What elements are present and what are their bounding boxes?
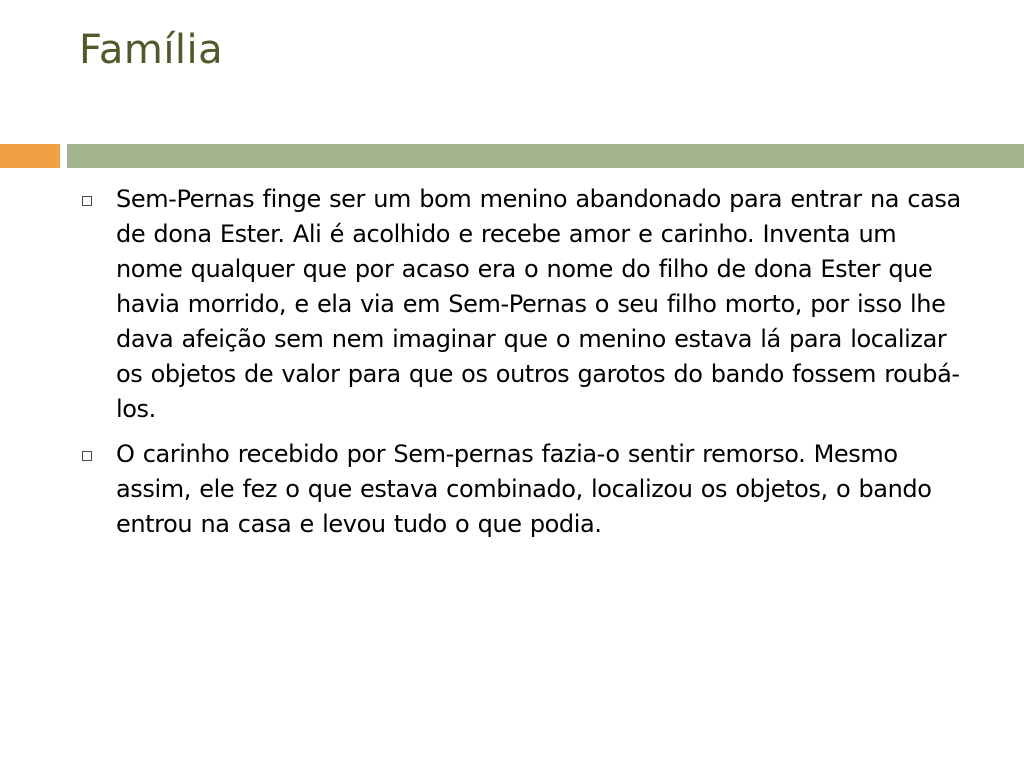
bullet-item [80, 437, 970, 542]
slide-title: Família [79, 27, 224, 73]
divider-accent-orange [0, 144, 60, 168]
bullet-text: O carinho recebido por Sem-pernas fazia-o sentir remorso. Mesmo assim, ele fez o que estava combinado, localizou os objetos, o bando entrou na casa e levou tudo o que podia. [116, 440, 932, 538]
bullet-text: Sem-Pernas finge ser um bom menino abandonado para entrar na casa de dona Ester. Ali é acolhido e recebe amor e carinho. Inventa um nome qualquer que por acaso era o nome do filho de dona Ester que havia morrido, e ela via em Sem-Pernas o seu filho morto, por isso lhe dava afeição sem nem imaginar que o menino estava lá para localizar os objetos de valor para que os outros garotos do bando fossem roubá-los. [116, 185, 961, 423]
divider-accent-green [67, 144, 1024, 168]
bullet-item [80, 182, 970, 427]
hollow-square-bullet-icon [82, 196, 92, 206]
bullet-list [80, 182, 970, 552]
hollow-square-bullet-icon [82, 451, 92, 461]
